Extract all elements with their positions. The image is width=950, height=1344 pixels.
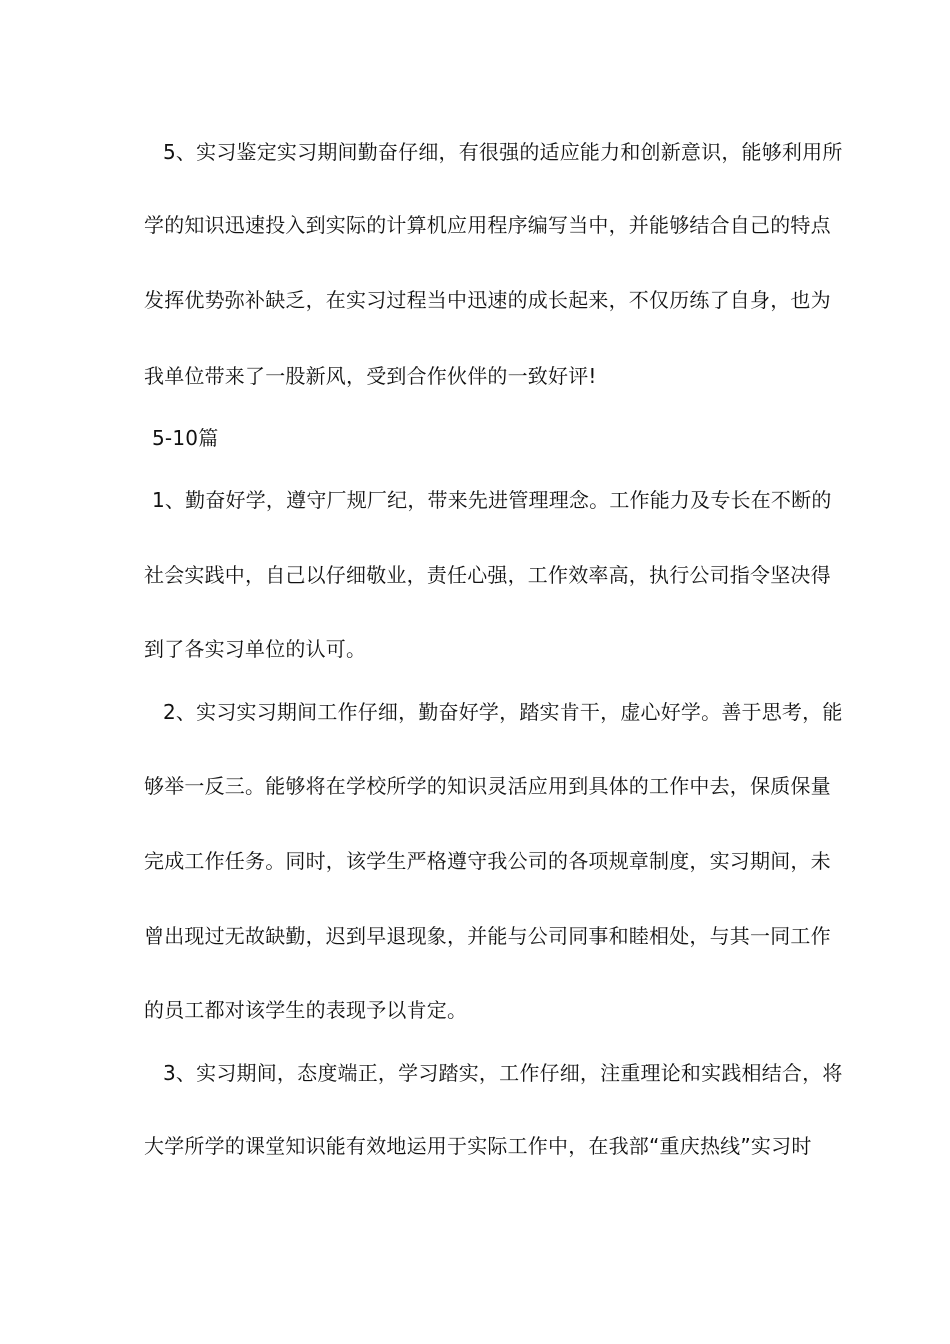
paragraph-2-line-2: 够举一反三。能够将在学校所学的知识灵活应用到具体的工作中去，保质保量 bbox=[144, 774, 831, 798]
paragraph-3-line-2: 大学所学的课堂知识能有效地运用于实际工作中，在我部“重庆热线”实习时 bbox=[144, 1134, 812, 1158]
paragraph-1-line-1: 1、勤奋好学，遵守厂规厂纪，带来先进管理理念。工作能力及专长在不断的 bbox=[152, 488, 832, 512]
paragraph-2-line-5: 的员工都对该学生的表现予以肯定。 bbox=[144, 998, 468, 1022]
paragraph-1-line-3: 到了各实习单位的认可。 bbox=[144, 637, 367, 661]
paragraph-2-line-4: 曾出现过无故缺勤，迟到早退现象，并能与公司同事和睦相处，与其一同工作 bbox=[144, 924, 831, 948]
paragraph-5-line-1: 5、实习鉴定实习期间勤奋仔细，有很强的适应能力和创新意识，能够利用所 bbox=[163, 140, 843, 164]
paragraph-1-line-2: 社会实践中，自己以仔细敬业，责任心强，工作效率高，执行公司指令坚决得 bbox=[144, 563, 831, 587]
paragraph-5-line-2: 学的知识迅速投入到实际的计算机应用程序编写当中，并能够结合自己的特点 bbox=[144, 213, 831, 237]
section-heading: 5-10篇 bbox=[152, 426, 219, 450]
paragraph-2-line-3: 完成工作任务。同时，该学生严格遵守我公司的各项规章制度，实习期间，未 bbox=[144, 849, 831, 873]
paragraph-5-line-3: 发挥优势弥补缺乏，在实习过程当中迅速的成长起来，不仅历练了自身，也为 bbox=[144, 288, 831, 312]
paragraph-2-line-1: 2、实习实习期间工作仔细，勤奋好学，踏实肯干，虚心好学。善于思考，能 bbox=[163, 700, 843, 724]
paragraph-3-line-1: 3、实习期间，态度端正，学习踏实，工作仔细，注重理论和实践相结合，将 bbox=[163, 1061, 843, 1085]
paragraph-5-line-4: 我单位带来了一股新风，受到合作伙伴的一致好评! bbox=[144, 364, 597, 388]
